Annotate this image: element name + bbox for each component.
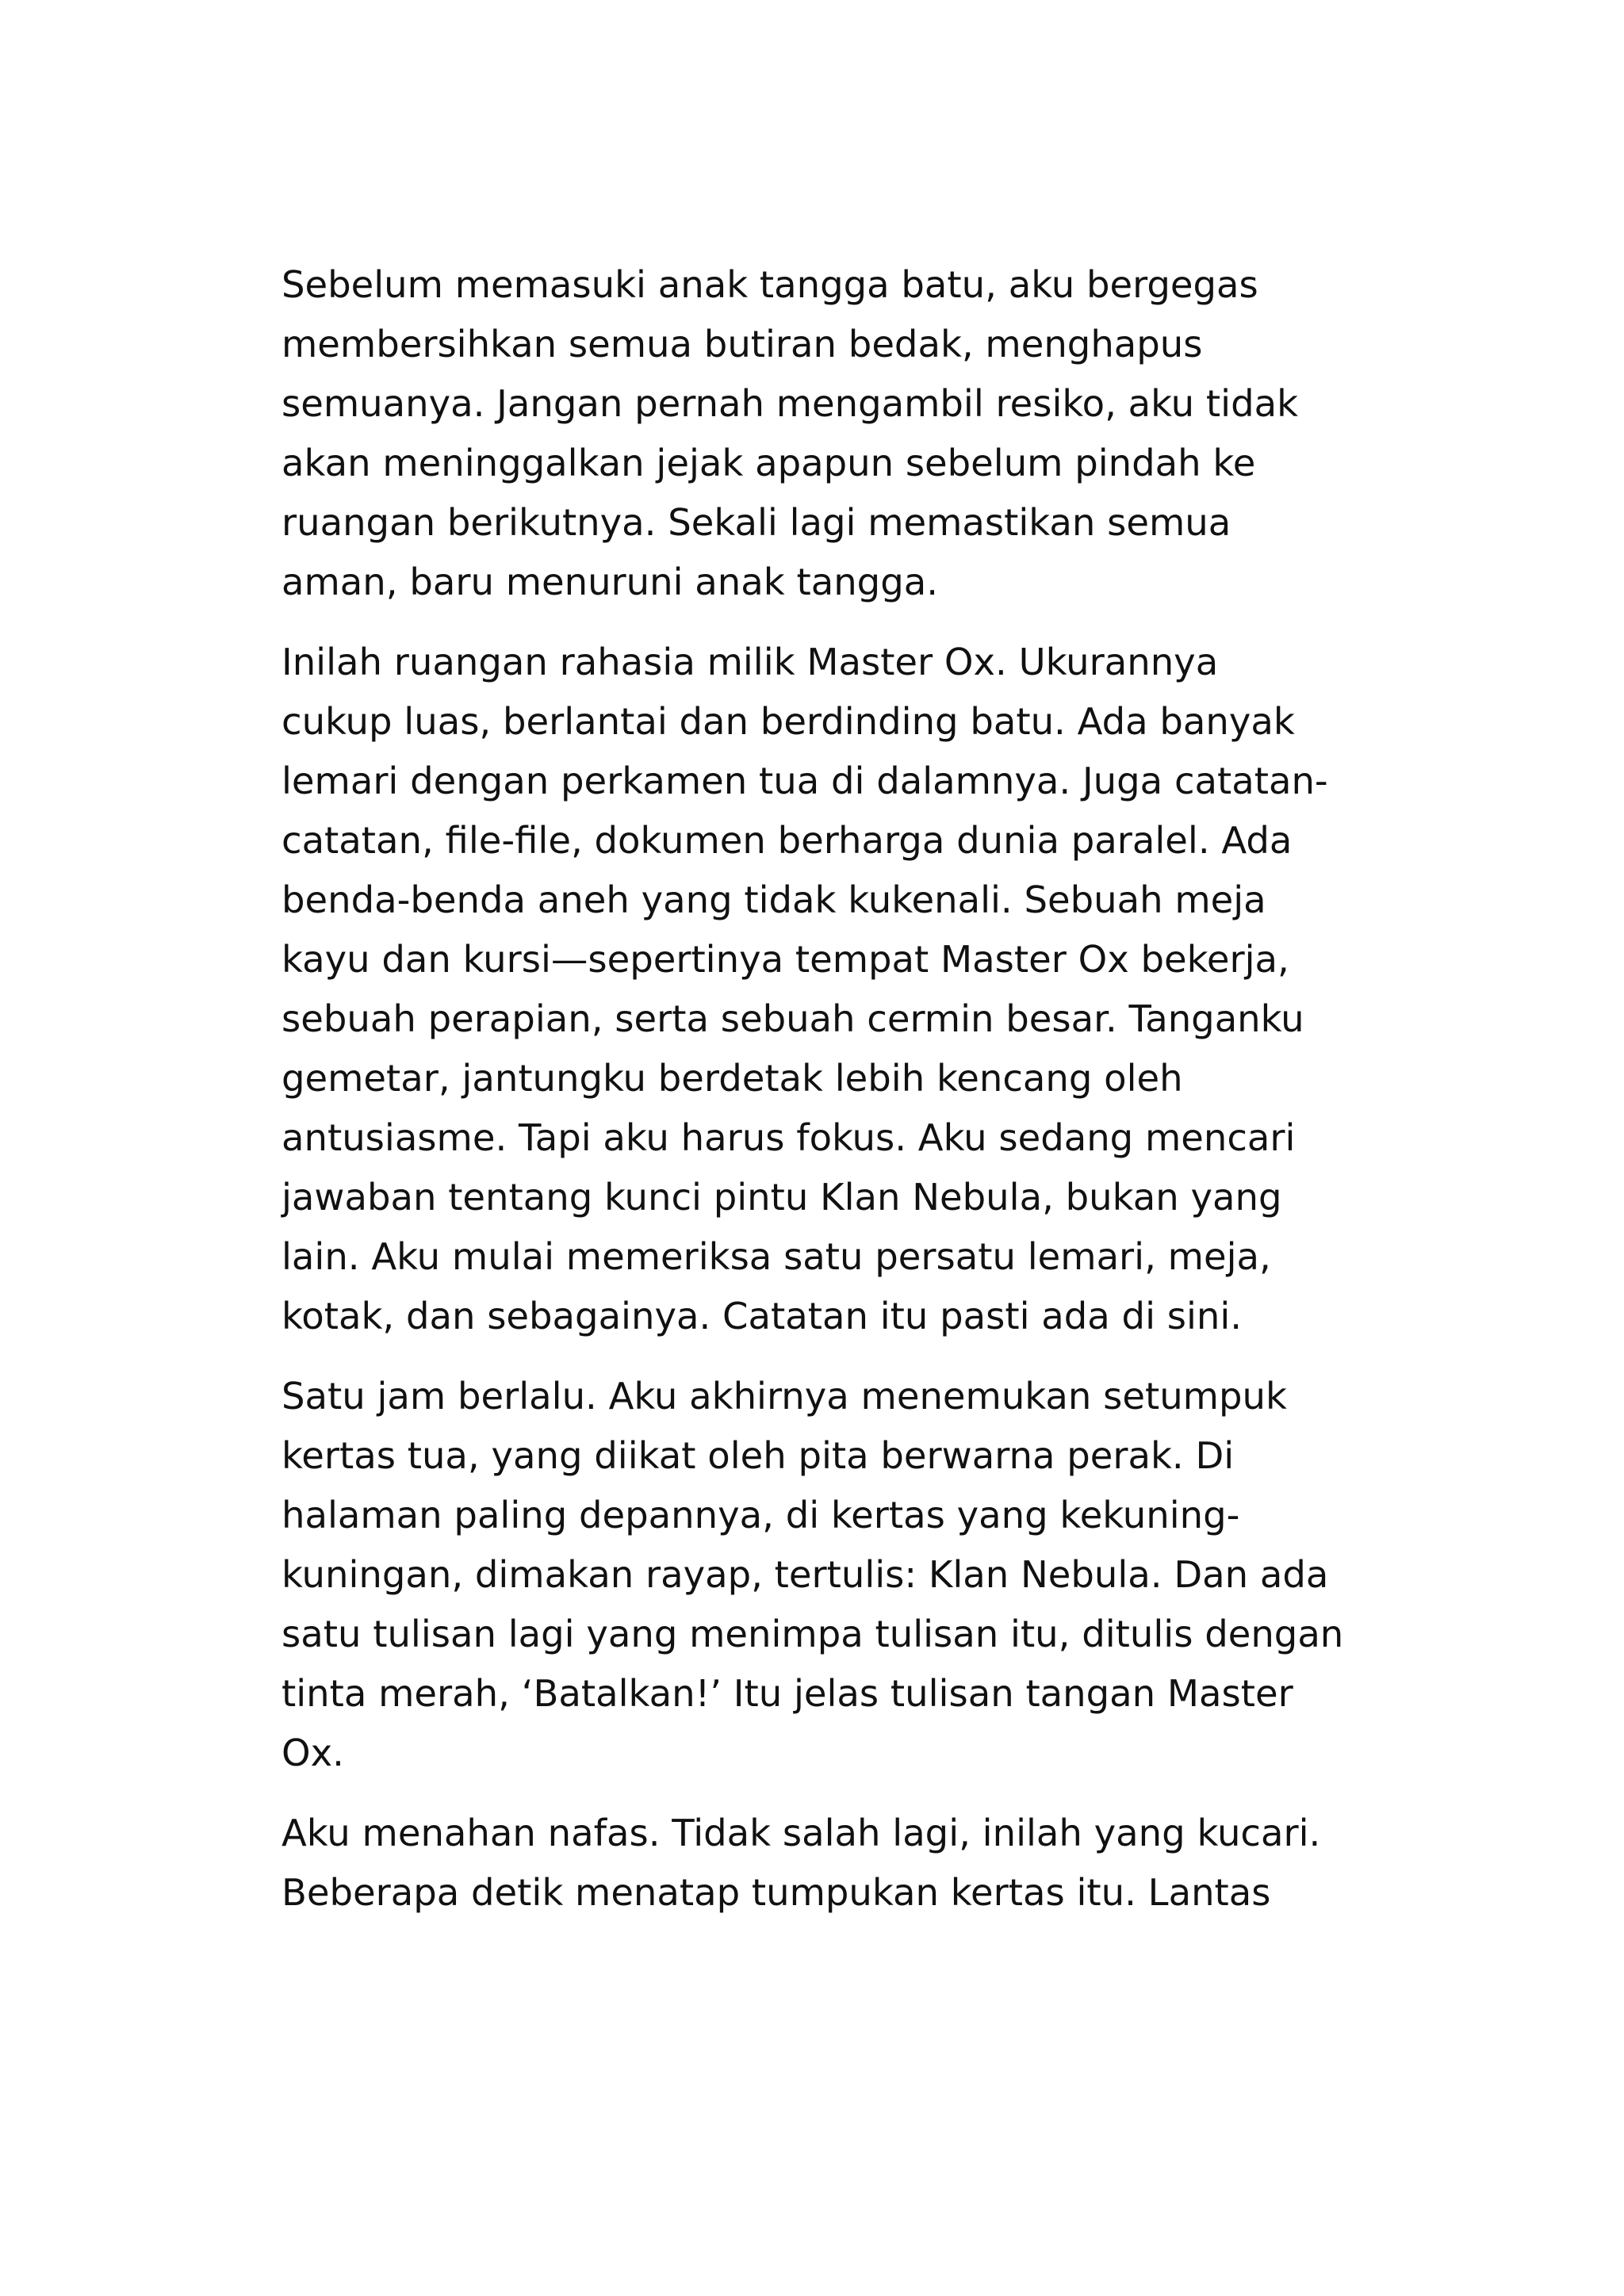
text-line: aman, baru menuruni anak tangga. <box>282 561 938 603</box>
text-line: lain. Aku mulai memeriksa satu persatu lemari, meja, <box>282 1235 1271 1278</box>
text-line: membersihkan semua butiran bedak, menghapus <box>282 323 1203 365</box>
text-line: jawaban tentang kunci pintu Klan Nebula, bukan yang <box>282 1176 1282 1219</box>
text-line: ruangan berikutnya. Sekali lagi memastikan semua <box>282 501 1231 544</box>
text-line: catatan, file-file, dokumen berharga dunia paralel. Ada <box>282 819 1293 862</box>
text-line: Satu jam berlalu. Aku akhirnya menemukan setumpuk <box>282 1375 1287 1418</box>
text-line: satu tulisan lagi yang menimpa tulisan itu, ditulis dengan <box>282 1613 1344 1655</box>
text-line: benda-benda aneh yang tidak kukenali. Sebuah meja <box>282 878 1266 921</box>
text-line: akan meninggalkan jejak apapun sebelum pindah ke <box>282 442 1256 484</box>
text-line: gemetar, jantungku berdetak lebih kencang oleh <box>282 1057 1183 1100</box>
text-line: Inilah ruangan rahasia milik Master Ox. Ukurannya <box>282 641 1219 683</box>
text-line: kayu dan kursi—sepertinya tempat Master Ox bekerja, <box>282 938 1289 981</box>
text-line: Beberapa detik menatap tumpukan kertas itu. Lantas <box>282 1871 1271 1914</box>
text-line: sebuah perapian, serta sebuah cermin besar. Tanganku <box>282 997 1304 1040</box>
text-line: Ox. <box>282 1732 344 1774</box>
text-line: semuanya. Jangan pernah mengambil resiko, aku tidak <box>282 382 1299 425</box>
paragraph-4 <box>282 1804 1368 1923</box>
text-line: kuningan, dimakan rayap, tertulis: Klan Nebula. Dan ada <box>282 1553 1329 1596</box>
text-line: halaman paling depannya, di kertas yang kekuning- <box>282 1494 1240 1536</box>
paragraph-3 <box>282 1367 1368 1783</box>
text-line: kotak, dan sebagainya. Catatan itu pasti ada di sini. <box>282 1295 1243 1337</box>
text-line: cukup luas, berlantai dan berdinding batu. Ada banyak <box>282 700 1295 743</box>
paragraph-1 <box>282 255 1368 612</box>
text-line: tinta merah, ‘Batalkan!’ Itu jelas tulisan tangan Master <box>282 1672 1293 1715</box>
text-line: lemari dengan perkamen tua di dalamnya. Juga catatan- <box>282 760 1328 802</box>
text-line: Sebelum memasuki anak tangga batu, aku bergegas <box>282 263 1258 306</box>
paragraph-2 <box>282 633 1368 1346</box>
text-line: kertas tua, yang diikat oleh pita berwarna perak. Di <box>282 1434 1235 1477</box>
document-body <box>282 255 1368 1943</box>
text-line: Aku menahan nafas. Tidak salah lagi, inilah yang kucari. <box>282 1812 1321 1854</box>
text-line: antusiasme. Tapi aku harus fokus. Aku sedang mencari <box>282 1116 1296 1159</box>
